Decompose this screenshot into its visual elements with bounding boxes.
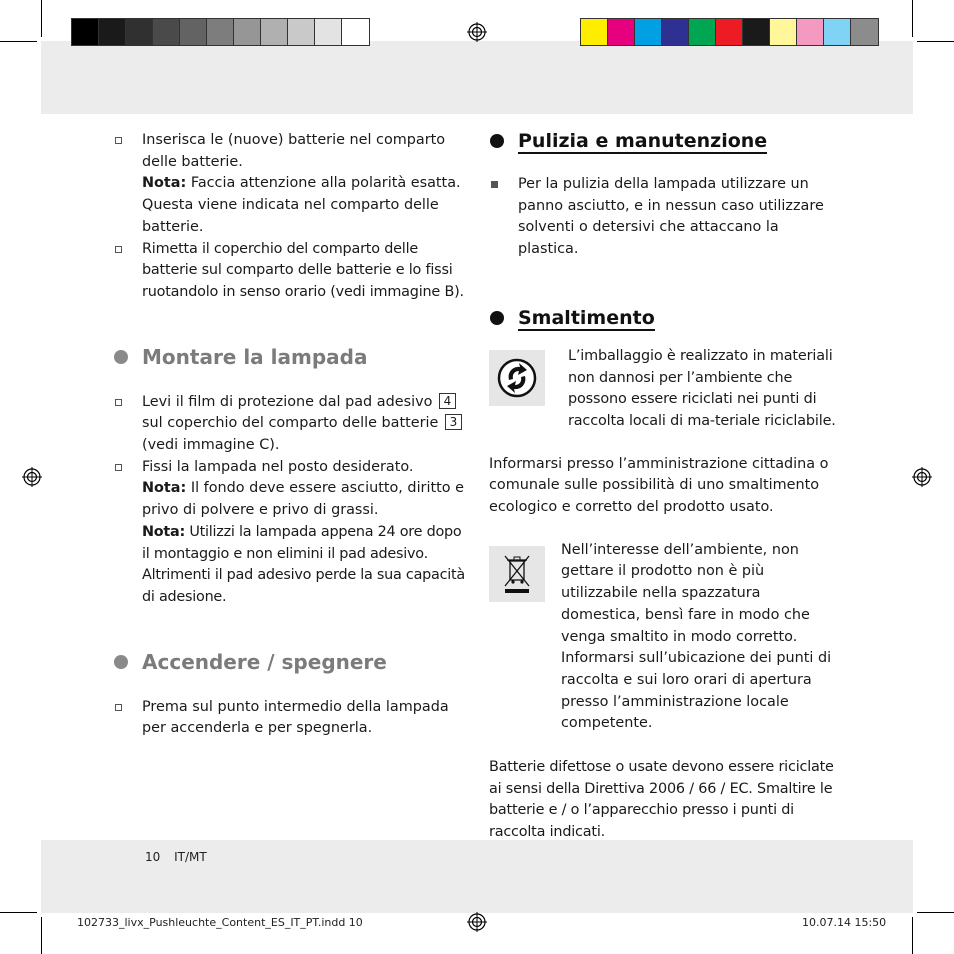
weee-block — [489, 540, 841, 735]
locale-label: IT/MT — [174, 850, 207, 864]
section-title: Montare la lampada — [142, 344, 368, 369]
registration-mark-icon — [467, 912, 487, 932]
battery-disposal-text: Batterie difettose o usate devono essere riciclate ai sensi della Direttiva 2006 / 66 / EC. Smaltire le batterie e / o l’apparecchio presso i punti di raccolta indicati. — [489, 759, 834, 841]
crop-mark — [41, 0, 42, 37]
color-swatch — [581, 19, 608, 45]
note-text: Utilizzi la lampada appena 24 ore dopo il montaggio e non elimini il pad adesivo. Altrimenti il pad adesivo perde la sua capacità di adesione. — [142, 523, 465, 605]
note-label: Nota: — [142, 175, 187, 192]
left-column — [113, 130, 473, 740]
header-band — [41, 41, 913, 114]
registration-mark-icon — [467, 22, 487, 42]
grayscale-control-strip — [71, 18, 370, 46]
note-label: Nota: — [142, 523, 186, 540]
list-item — [113, 457, 473, 609]
instruction-text: Inserisca le (nuove) batterie nel comparto delle batterie. — [142, 132, 446, 170]
list-item — [489, 174, 841, 261]
crop-mark — [912, 0, 913, 37]
color-control-strip — [580, 18, 879, 46]
weee-text: Nell’interesse dell’ambiente, non gettare il prodotto non è più utilizzabile nella spazzatura domestica, bensì fare in modo che venga smaltito in modo corretto. Informarsi sull’ubicazione dei punti di raccolta e sui loro orari di apertura presso l’amministrazione locale competente. — [561, 541, 832, 732]
section-heading — [489, 128, 841, 154]
section-title: Pulizia e manutenzione — [518, 130, 768, 152]
section-heading — [489, 305, 841, 331]
crop-mark — [912, 917, 913, 954]
color-swatch — [288, 19, 315, 45]
color-swatch — [716, 19, 743, 45]
part-number-box: 4 — [439, 393, 456, 409]
list-item — [113, 697, 473, 740]
grey-bullet-dot-icon — [114, 655, 128, 669]
part-number-box: 3 — [445, 414, 462, 430]
hollow-square-bullet-icon — [115, 464, 122, 471]
timestamp-slug: 10.07.14 15:50 — [802, 916, 887, 929]
section-heading — [113, 344, 473, 370]
color-swatch — [608, 19, 635, 45]
black-bullet-dot-icon — [490, 134, 504, 148]
color-swatch — [851, 19, 878, 45]
hollow-square-bullet-icon — [115, 137, 122, 144]
crop-mark — [0, 912, 37, 913]
note-text: Il fondo deve essere asciutto, diritto e privo di polvere e privo di grassi. — [142, 480, 464, 519]
section-title: Smaltimento — [518, 306, 655, 329]
color-swatch — [234, 19, 261, 45]
color-swatch — [797, 19, 824, 45]
hollow-square-bullet-icon — [115, 704, 122, 711]
note-text: Faccia attenzione alla polarità esatta. Questa viene indicata nel comparto delle batterie. — [142, 175, 461, 235]
right-column — [489, 128, 841, 844]
registration-mark-icon — [912, 467, 932, 487]
color-swatch — [207, 19, 234, 45]
color-swatch — [824, 19, 851, 45]
color-swatch — [99, 19, 126, 45]
color-swatch — [662, 19, 689, 45]
instruction-text: Rimetta il coperchio del comparto delle batterie sul comparto delle batterie e lo fissi ruotandolo in senso orario (vedi immagine B). — [142, 240, 464, 300]
black-bullet-dot-icon — [490, 311, 504, 325]
color-swatch — [743, 19, 770, 45]
color-swatch — [635, 19, 662, 45]
crop-mark — [0, 41, 37, 42]
color-swatch — [72, 19, 99, 45]
color-swatch — [261, 19, 288, 45]
section-title: Accendere / spegnere — [142, 649, 387, 674]
color-swatch — [315, 19, 342, 45]
list-item — [113, 239, 473, 304]
filled-square-bullet-icon — [491, 181, 498, 188]
color-swatch — [770, 19, 797, 45]
registration-mark-icon — [22, 467, 42, 487]
crop-mark — [917, 912, 954, 913]
crop-mark — [41, 917, 42, 954]
color-swatch — [126, 19, 153, 45]
hollow-square-bullet-icon — [115, 246, 122, 253]
color-swatch — [153, 19, 180, 45]
section-heading — [113, 649, 473, 675]
disposal-info-text: Informarsi presso l’amministrazione cittadina o comunale sulle possibilità di uno smaltimento ecologico e corretto del prodotto usato. — [489, 455, 829, 516]
packaging-block — [489, 346, 841, 433]
packaging-text: L’imballaggio è realizzato in materiali non dannosi per l’ambiente che possono essere riciclati nei punti di raccolta locali di ma-teriale riciclabile. — [568, 347, 836, 429]
instruction-text: Per la pulizia della lampada utilizzare un panno asciutto, e in nessun caso utilizzare solventi o detersivi che attaccano la plastica. — [518, 176, 824, 258]
list-item — [113, 130, 473, 239]
file-info-slug: 102733_livx_Pushleuchte_Content_ES_IT_PT.indd 10 — [77, 916, 363, 929]
color-swatch — [689, 19, 716, 45]
recycle-icon-box — [489, 350, 545, 406]
green-dot-recycling-icon — [489, 350, 545, 406]
instruction-text: Prema sul punto intermedio della lampada per accenderla e per spegnerla. — [142, 698, 449, 737]
grey-bullet-dot-icon — [114, 350, 128, 364]
list-item: Levi il film di protezione dal pad adesivo 4 sul coperchio del comparto delle batterie 3 (vedi immagine C). — [113, 392, 473, 457]
crossed-out-bin-icon — [489, 546, 545, 602]
page-number: 10 IT/MT — [145, 850, 207, 864]
color-swatch — [342, 19, 369, 45]
crop-mark — [917, 41, 954, 42]
note-label: Nota: — [142, 480, 187, 497]
instruction-text: Fissi la lampada nel posto desiderato. — [142, 458, 414, 475]
weee-icon-box — [489, 546, 545, 602]
hollow-square-bullet-icon — [115, 399, 122, 406]
color-swatch — [180, 19, 207, 45]
